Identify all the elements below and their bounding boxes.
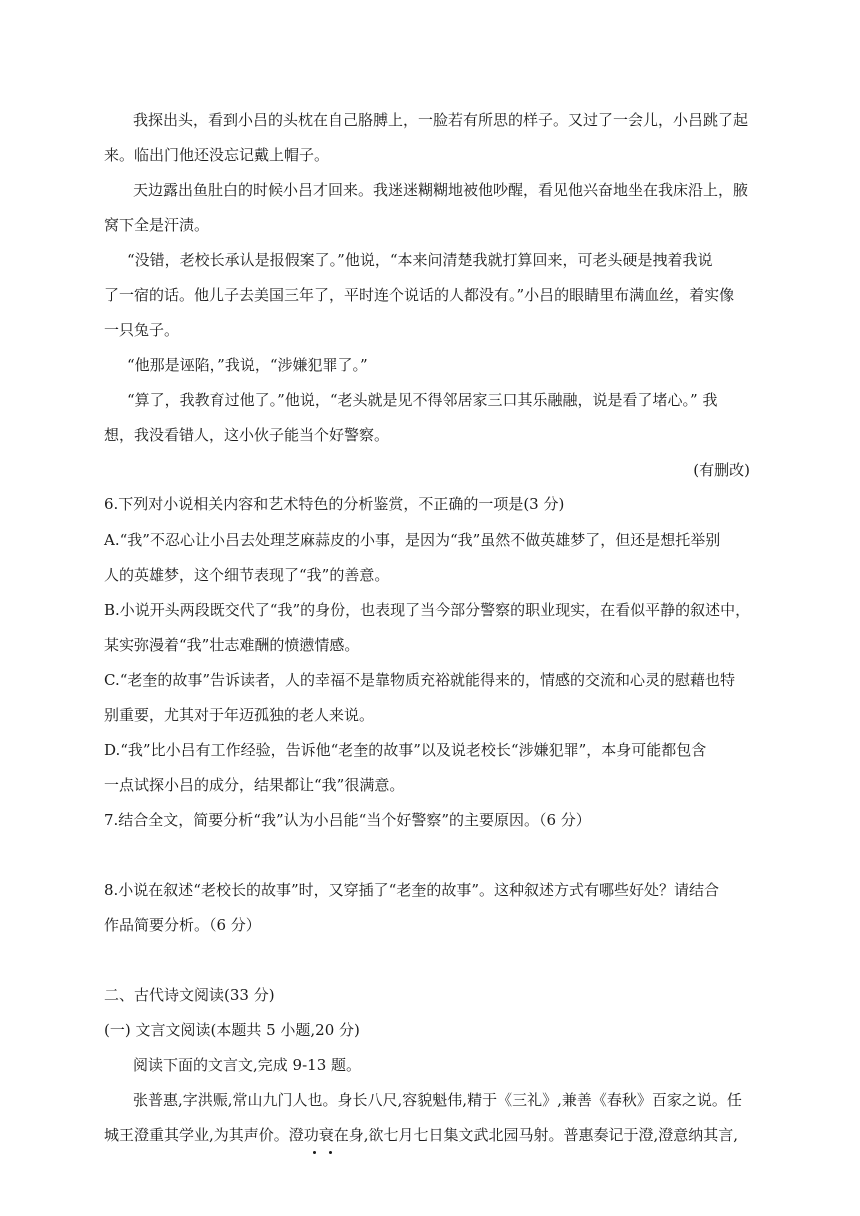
story-paragraph-1-line-2: 来。临出门他还没忘记戴上帽子。 (104, 146, 330, 164)
emphasis-dot (313, 1151, 316, 1154)
question-6-option-b-line-1: B.小说开头两段既交代了“我”的身份，也表现了当今部分警察的职业现实，在看似平静的叙述中， (104, 601, 751, 619)
question-8-line-2: 作品简要分析。（6 分） (104, 916, 261, 934)
question-6-option-d-line-1: D.“我”比小吕有工作经验，告诉他“老奎的故事”以及说老校长“涉嫌犯罪”，本身可能都包含 (104, 741, 707, 759)
section-2-instruction: 阅读下面的文言文,完成 9-13 题。 (133, 1056, 362, 1074)
story-paragraph-2-line-1: 天边露出鱼肚白的时候小吕才回来。我迷迷糊糊地被他吵醒，看见他兴奋地坐在我床沿上，腋 (133, 181, 749, 199)
question-6-option-a-line-1: A.“我”不忍心让小吕去处理芝麻蒜皮的小事，是因为“我”虽然不做英雄梦了，但还是想托举别 (104, 531, 721, 549)
question-7: 7.结合全文，简要分析“我”认为小吕能“当个好警察”的主要原因。（6 分） (104, 811, 591, 829)
question-6-option-c-line-1: C.“老奎的故事”告诉读者，人的幸福不是靠物质充裕就能得来的，情感的交流和心灵的慰藉也特 (104, 671, 736, 689)
emphasis-dot (329, 1151, 332, 1154)
story-paragraph-5-line-1: “算了，我教育过他了。”他说，“老头就是见不得邻居家三口其乐融融，说是看了堵心。” 我 (127, 391, 718, 409)
question-6-option-b-line-2: 某实弥漫着“我”壮志难酬的愤懑情感。 (104, 636, 360, 654)
question-6-option-a-line-2: 人的英雄梦，这个细节表现了“我”的善意。 (104, 566, 390, 584)
classical-passage-line-2: 城王澄重其学业,为其声价。澄功衰在身,欲七月七日集文武北园马射。普惠奏记于澄,澄意纳其言, (104, 1126, 739, 1144)
source-note: (有删改) (693, 461, 750, 479)
question-6-stem: 6.下列对小说相关内容和艺术特色的分析鉴赏，不正确的一项是(3 分) (104, 495, 565, 513)
section-2-sub-heading: (一) 文言文阅读(本题共 5 小题,20 分) (104, 1021, 360, 1039)
section-2-heading: 二、古代诗文阅读(33 分) (104, 986, 275, 1004)
story-paragraph-1-line-1: 我探出头，看到小吕的头枕在自己胳膊上，一脸若有所思的样子。又过了一会儿，小吕跳了起 (133, 111, 749, 129)
question-6-option-c-line-2: 别重要，尤其对于年迈孤独的老人来说。 (104, 706, 375, 724)
question-6-option-d-line-2: 一点试探小吕的成分，结果都让“我”很满意。 (104, 776, 405, 794)
story-paragraph-3-line-3: 一只兔子。 (104, 321, 180, 339)
story-paragraph-4: “他那是诬陷，”我说，“涉嫌犯罪了。” (127, 356, 368, 374)
question-8-line-1: 8.小说在叙述“老校长的故事”时，又穿插了“老奎的故事”。这种叙述方式有哪些好处？请结合 (104, 881, 719, 899)
story-paragraph-3-line-1: “没错，老校长承认是报假案了。”他说，“本来问清楚我就打算回来，可老头硬是拽着我说 (127, 251, 713, 269)
story-paragraph-5-line-2: 想，我没看错人，这小伙子能当个好警察。 (104, 426, 390, 444)
story-paragraph-2-line-2: 窝下全是汗渍。 (104, 216, 210, 234)
story-paragraph-3-line-2: 了一宿的话。他儿子去美国三年了，平时连个说话的人都没有。”小吕的眼睛里布满血丝，着实像 (104, 286, 735, 304)
classical-passage-line-1: 张普惠,字洪赈,常山九门人也。身长八尺,容貌魁伟,精于《三礼》,兼善《春秋》百家之说。任 (133, 1091, 742, 1109)
